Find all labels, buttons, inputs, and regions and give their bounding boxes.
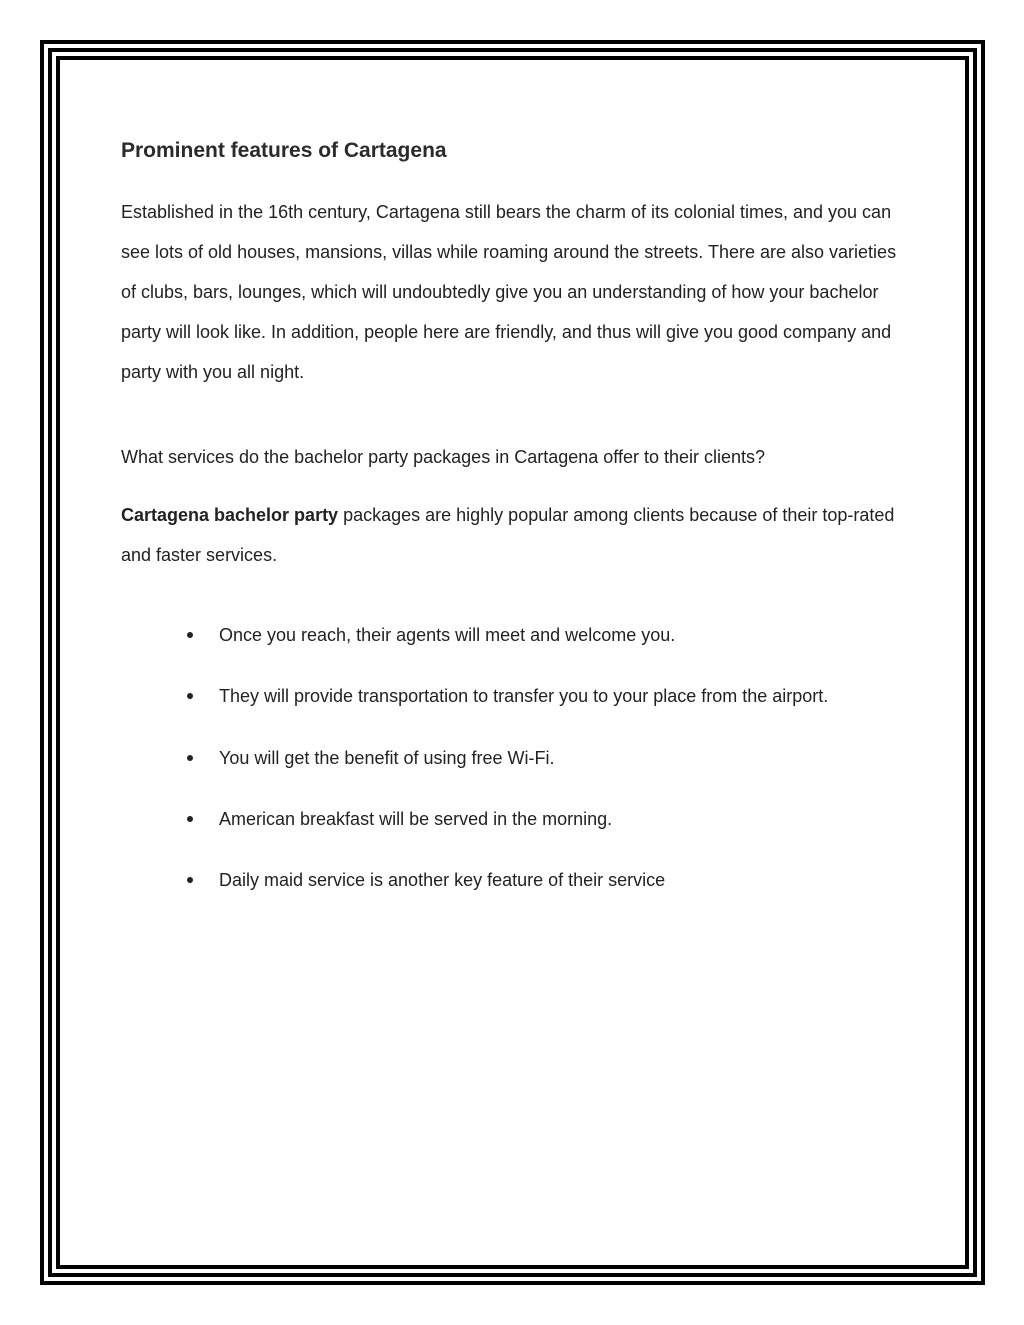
bullet-icon xyxy=(187,755,193,761)
question-paragraph: What services do the bachelor party packages in Cartagena offer to their clients? xyxy=(121,447,766,467)
list-item-text: You will get the benefit of using free Wi-Fi. xyxy=(219,747,555,768)
list-item-text: They will provide transportation to transfer you to your place from the airport. xyxy=(219,686,829,707)
bullet-icon xyxy=(187,632,193,638)
list-item-text: Once you reach, their agents will meet and welcome you. xyxy=(219,625,676,645)
section-heading: Prominent features of Cartagena xyxy=(121,139,447,162)
packages-paragraph xyxy=(121,495,911,575)
packages-description: packages are highly popular among clients because of their top-rated and faster services. xyxy=(121,505,895,565)
list-item-text: American breakfast will be served in the morning. xyxy=(219,808,613,829)
bullet-icon xyxy=(187,816,193,822)
intro-paragraph: Established in the 16th century, Cartagena still bears the charm of its colonial times, and you can see lots of old houses, mansions, villas while roaming around the streets. There are also varieties of clubs, bars, lounges, which will undoubtedly give you an understanding of how your bachelor party will look like. In addition, people here are friendly, and thus will give you good company and party with you all night. xyxy=(121,202,897,382)
packages-bold-term: Cartagena bachelor party xyxy=(121,505,339,525)
list-item-text: Daily maid service is another key feature of their service xyxy=(219,870,666,891)
